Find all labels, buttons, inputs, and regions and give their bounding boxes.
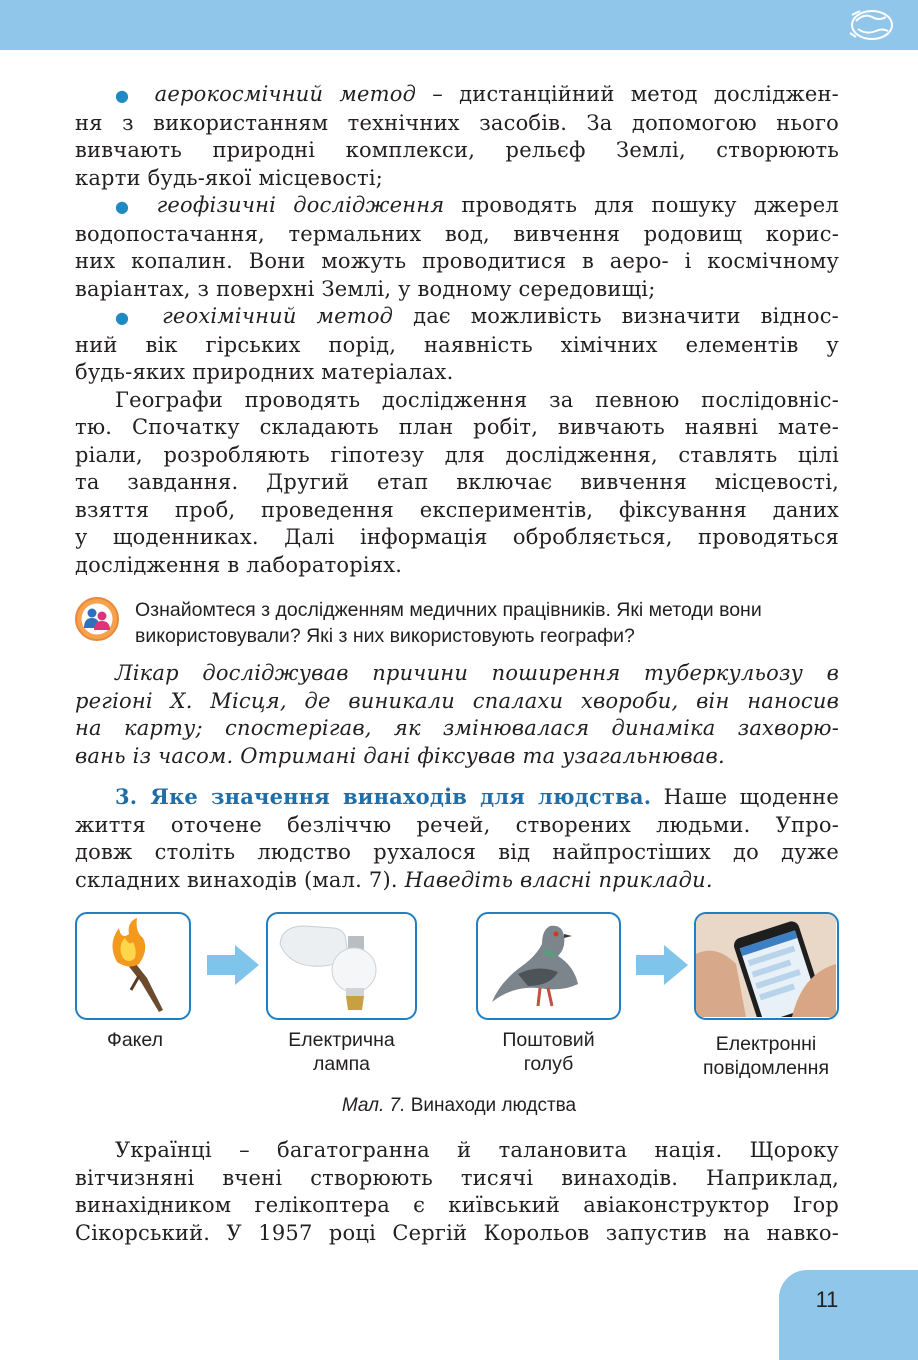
line: регіоні Х. Місця, де виникали спалахи хвороби, він наносив [75,688,839,713]
doctor-story [75,660,839,770]
arrow-right-icon [207,943,259,987]
line: життя оточене безліччю речей, створених людьми. Упро- [75,812,839,837]
bullet-aerospace [75,81,839,110]
line: Українці – багатогранна й талановита нація. Щороку [115,1138,839,1162]
line: Географи проводять дослідження за певною послідовніс- [115,387,839,412]
line: Ознайомтеся з дослідженням медичних працівників. Які методи вони [135,599,762,621]
torch-icon [77,914,188,1017]
top-band [0,0,918,50]
bullet-term: геофізичні дослідження [156,193,445,217]
bullet-term: геохімічний метод [162,304,394,328]
line: водопостачання, термальних вод, вивчення родовищ корис- [75,221,839,246]
bullet-dot-icon: ● [115,197,140,216]
line: дослідження в лабораторіях. [75,552,403,577]
line: Лікар досліджував причини поширення туберкульозу в [115,661,839,685]
line: використовували? Які з них використовують географи? [135,625,635,647]
section-heading-line [75,783,839,812]
line: довж століть людство рухалося від найпростіших до дуже [75,840,839,864]
phone-card [694,912,839,1020]
line: – дистанційний метод досліджен- [432,82,839,106]
line: Наше щоденне [663,785,839,809]
line: варіантах, з поверхні Землі, у водному середовищі; [75,276,656,301]
line: Сікорський. У 1957 році Сергій Корольов запустив на навко- [75,1220,839,1245]
section-3 [75,783,839,894]
caption-line: Електрична [288,1029,395,1051]
caption-line: голуб [523,1053,574,1075]
caption-line: Поштовий [502,1029,595,1051]
line: дає можливість визначити віднос- [413,304,839,328]
caption-phone [680,1032,852,1080]
main-text-block [75,81,839,579]
page-number: 11 [815,1287,839,1312]
caption-line: повідомлення [702,1057,830,1079]
pigeon-icon [478,914,618,1017]
line: взяття проб, проведення експериментів, фіксування даних [75,497,839,522]
bullet-geochemistry [75,303,839,332]
lamp-card [266,912,417,1020]
torch-card [75,912,191,1020]
smartphone-icon [696,914,836,1017]
bullet-term: аерокосмічний метод [154,82,417,106]
globe-map-icon [846,5,896,45]
page-number-tab [779,1270,918,1360]
line: будь-яких природних матеріалах. [75,360,454,384]
line: ріали, розробляють гіпотезу для дослідження, ставлять цілі [75,442,839,467]
figure-caption [0,1095,918,1117]
caption-line: Факел [107,1029,163,1051]
pigeon-card [476,912,621,1020]
line: карти будь-якої місцевості; [75,165,384,190]
line: вітчизняні вчені створюють тисячі винаходів. Наприклад, [75,1165,839,1190]
line: тю. Спочатку складають план робіт, вивчають наявні мате- [75,415,839,439]
figure-title: Винаходи людства [410,1095,577,1116]
line: у щоденниках. Далі інформація обробляється, проводяться [75,525,839,549]
arrow-right-icon [636,943,688,987]
line: ня з використанням технічних засобів. За допомогою нього [75,110,839,135]
bullet-dot-icon: ● [115,86,139,105]
bullet-geophysics [75,192,839,221]
callout-text [135,597,840,649]
group-people-icon [74,596,120,642]
line: на карту; спостерігав, як змінювалася динаміка захворю- [75,716,839,740]
group-task-callout [74,596,840,652]
caption-lamp [266,1028,417,1076]
line-italic: Наведіть власні приклади. [404,867,713,892]
caption-line: лампа [312,1053,371,1075]
line: вивчають природні комплекси, рельєф Землі, створюють [75,138,839,162]
line: та завдання. Другий етап включає вивчення місцевості, [75,470,839,494]
line: винахідником гелікоптера є київський авіаконструктор Ігор [75,1193,839,1217]
caption-line: Електронні [715,1033,817,1055]
line-plain: складних винаходів (мал. 7). [75,867,398,892]
figure-label: Мал. 7. [341,1095,406,1116]
line [75,867,839,895]
caption-torch [75,1028,195,1052]
ukraine-inventors-paragraph [75,1137,839,1247]
line: вань із часом. Отримані дані фіксував та узагальнював. [75,743,725,768]
line: ний вік гірських порід, наявність хімічних елементів у [75,332,839,357]
section-heading: 3. Яке значення винаходів для людства. [115,784,652,809]
caption-pigeon [476,1028,621,1076]
line: них копалин. Вони можуть проводитися в аеро- і космічному [75,249,839,273]
light-bulb-icon [268,914,414,1017]
line: проводять для пошуку джерел [461,193,839,217]
bullet-dot-icon: ● [115,308,143,327]
